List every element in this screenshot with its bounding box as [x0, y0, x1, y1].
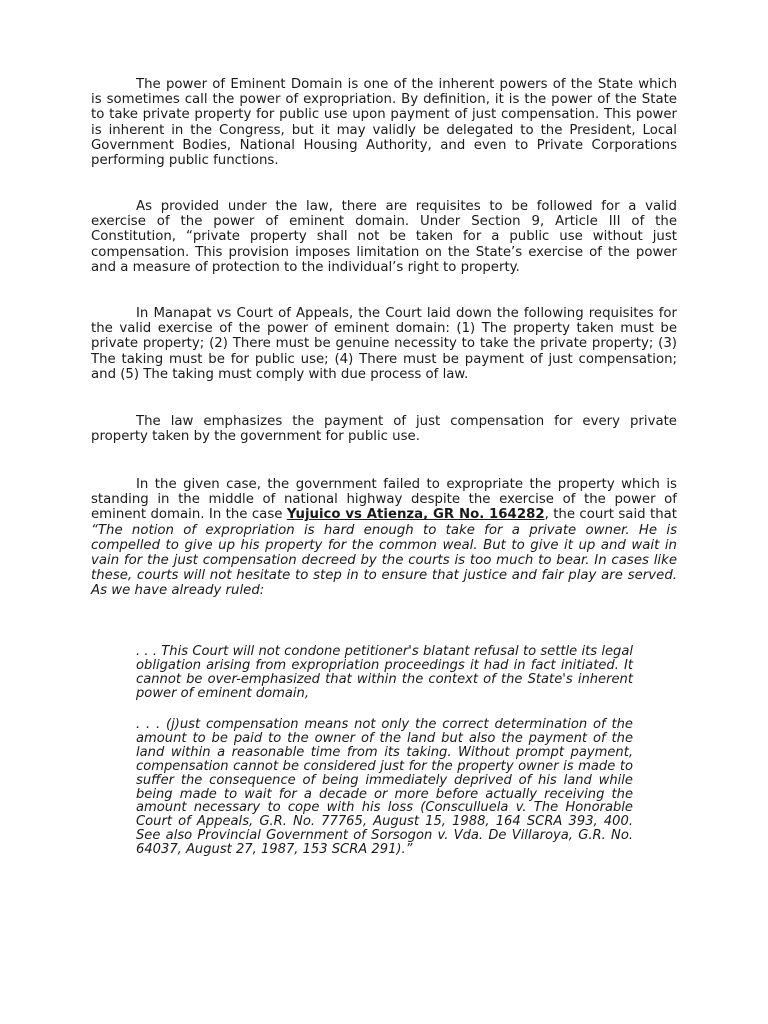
paragraph-manapat-requisites: In Manapat vs Court of Appeals, the Court laid down the following requisites for the valid exercise of the power of eminent domain: (1) The property taken must be private property; (2) There must be genuine necessity to take the private property; (3) The taking must be for public use; (4) There must be payment of just compensation; and (5) The taking must comply with due process of law. [91, 306, 677, 382]
paragraph-eminent-domain-definition: The power of Eminent Domain is one of the inherent powers of the State which is sometimes call the power of expropriation. By definition, it is the power of the State to take private property for public use upon payment of just compensation. This power is inherent in the Congress, but it may validly be delegated to the President, Local Government Bodies, National Housing Authority, and even to Private Corporations performing public functions. [91, 77, 677, 169]
paragraph-given-case [91, 477, 677, 599]
case-citation: Yujuico vs Atienza, GR No. 164282 [286, 507, 545, 523]
block-quote-just-compensation: . . . (j)ust compensation means not only the correct determination of the amount to be paid to the owner of the land but also the payment of the land within a reasonable time from its taking. Without prompt payment, compensation cannot be considered just for the property owner is made to suffer the consequence of being immediately deprived of his land while being made to wait for a decade or more before actually receiving the amount necessary to cope with his loss (Consculluela v. The Honorable Court of Appeals, G.R. No. 77765, August 15, 1988, 164 SCRA 393, 400. See also Provincial Government of Sorsogon v. Vda. De Villaroya, G.R. No. 64037, August 27, 1987, 153 SCRA 291).” [136, 717, 633, 858]
case-intro-text: In the given case, the government failed to expropriate the property which is standing in the middle of national highway despite the exercise of the power of eminent domain. In the case [91, 477, 677, 523]
paragraph-requisites-constitution: As provided under the law, there are requisites to be followed for a valid exercise of the power of eminent domain. Under Section 9, Article III of the Constitution, “private property shall not be taken for a public use without just compensation. This provision imposes limitation on the State’s exercise of the power and a measure of protection to the individual’s right to property. [91, 199, 677, 275]
paragraph-just-compensation: The law emphasizes the payment of just compensation for every private property taken by the government for public use. [91, 414, 677, 445]
case-after-citation-text: , the court said that [544, 507, 677, 523]
block-quote-condone: . . . This Court will not condone petitioner's blatant refusal to settle its legal obligation arising from expropriation proceedings it had in fact initiated. It cannot be over-emphasized that within the context of the State's inherent power of eminent domain, [136, 644, 633, 701]
court-quote-text: “The notion of expropriation is hard enough to take for a private owner. He is compelled to give up his property for the common weal. But to give it up and wait in vain for the just compensation decreed by the courts is too much to bear. In cases like these, courts will not hesitate to step in to ensure that justice and fair play are served. As we have already ruled: [91, 522, 677, 599]
